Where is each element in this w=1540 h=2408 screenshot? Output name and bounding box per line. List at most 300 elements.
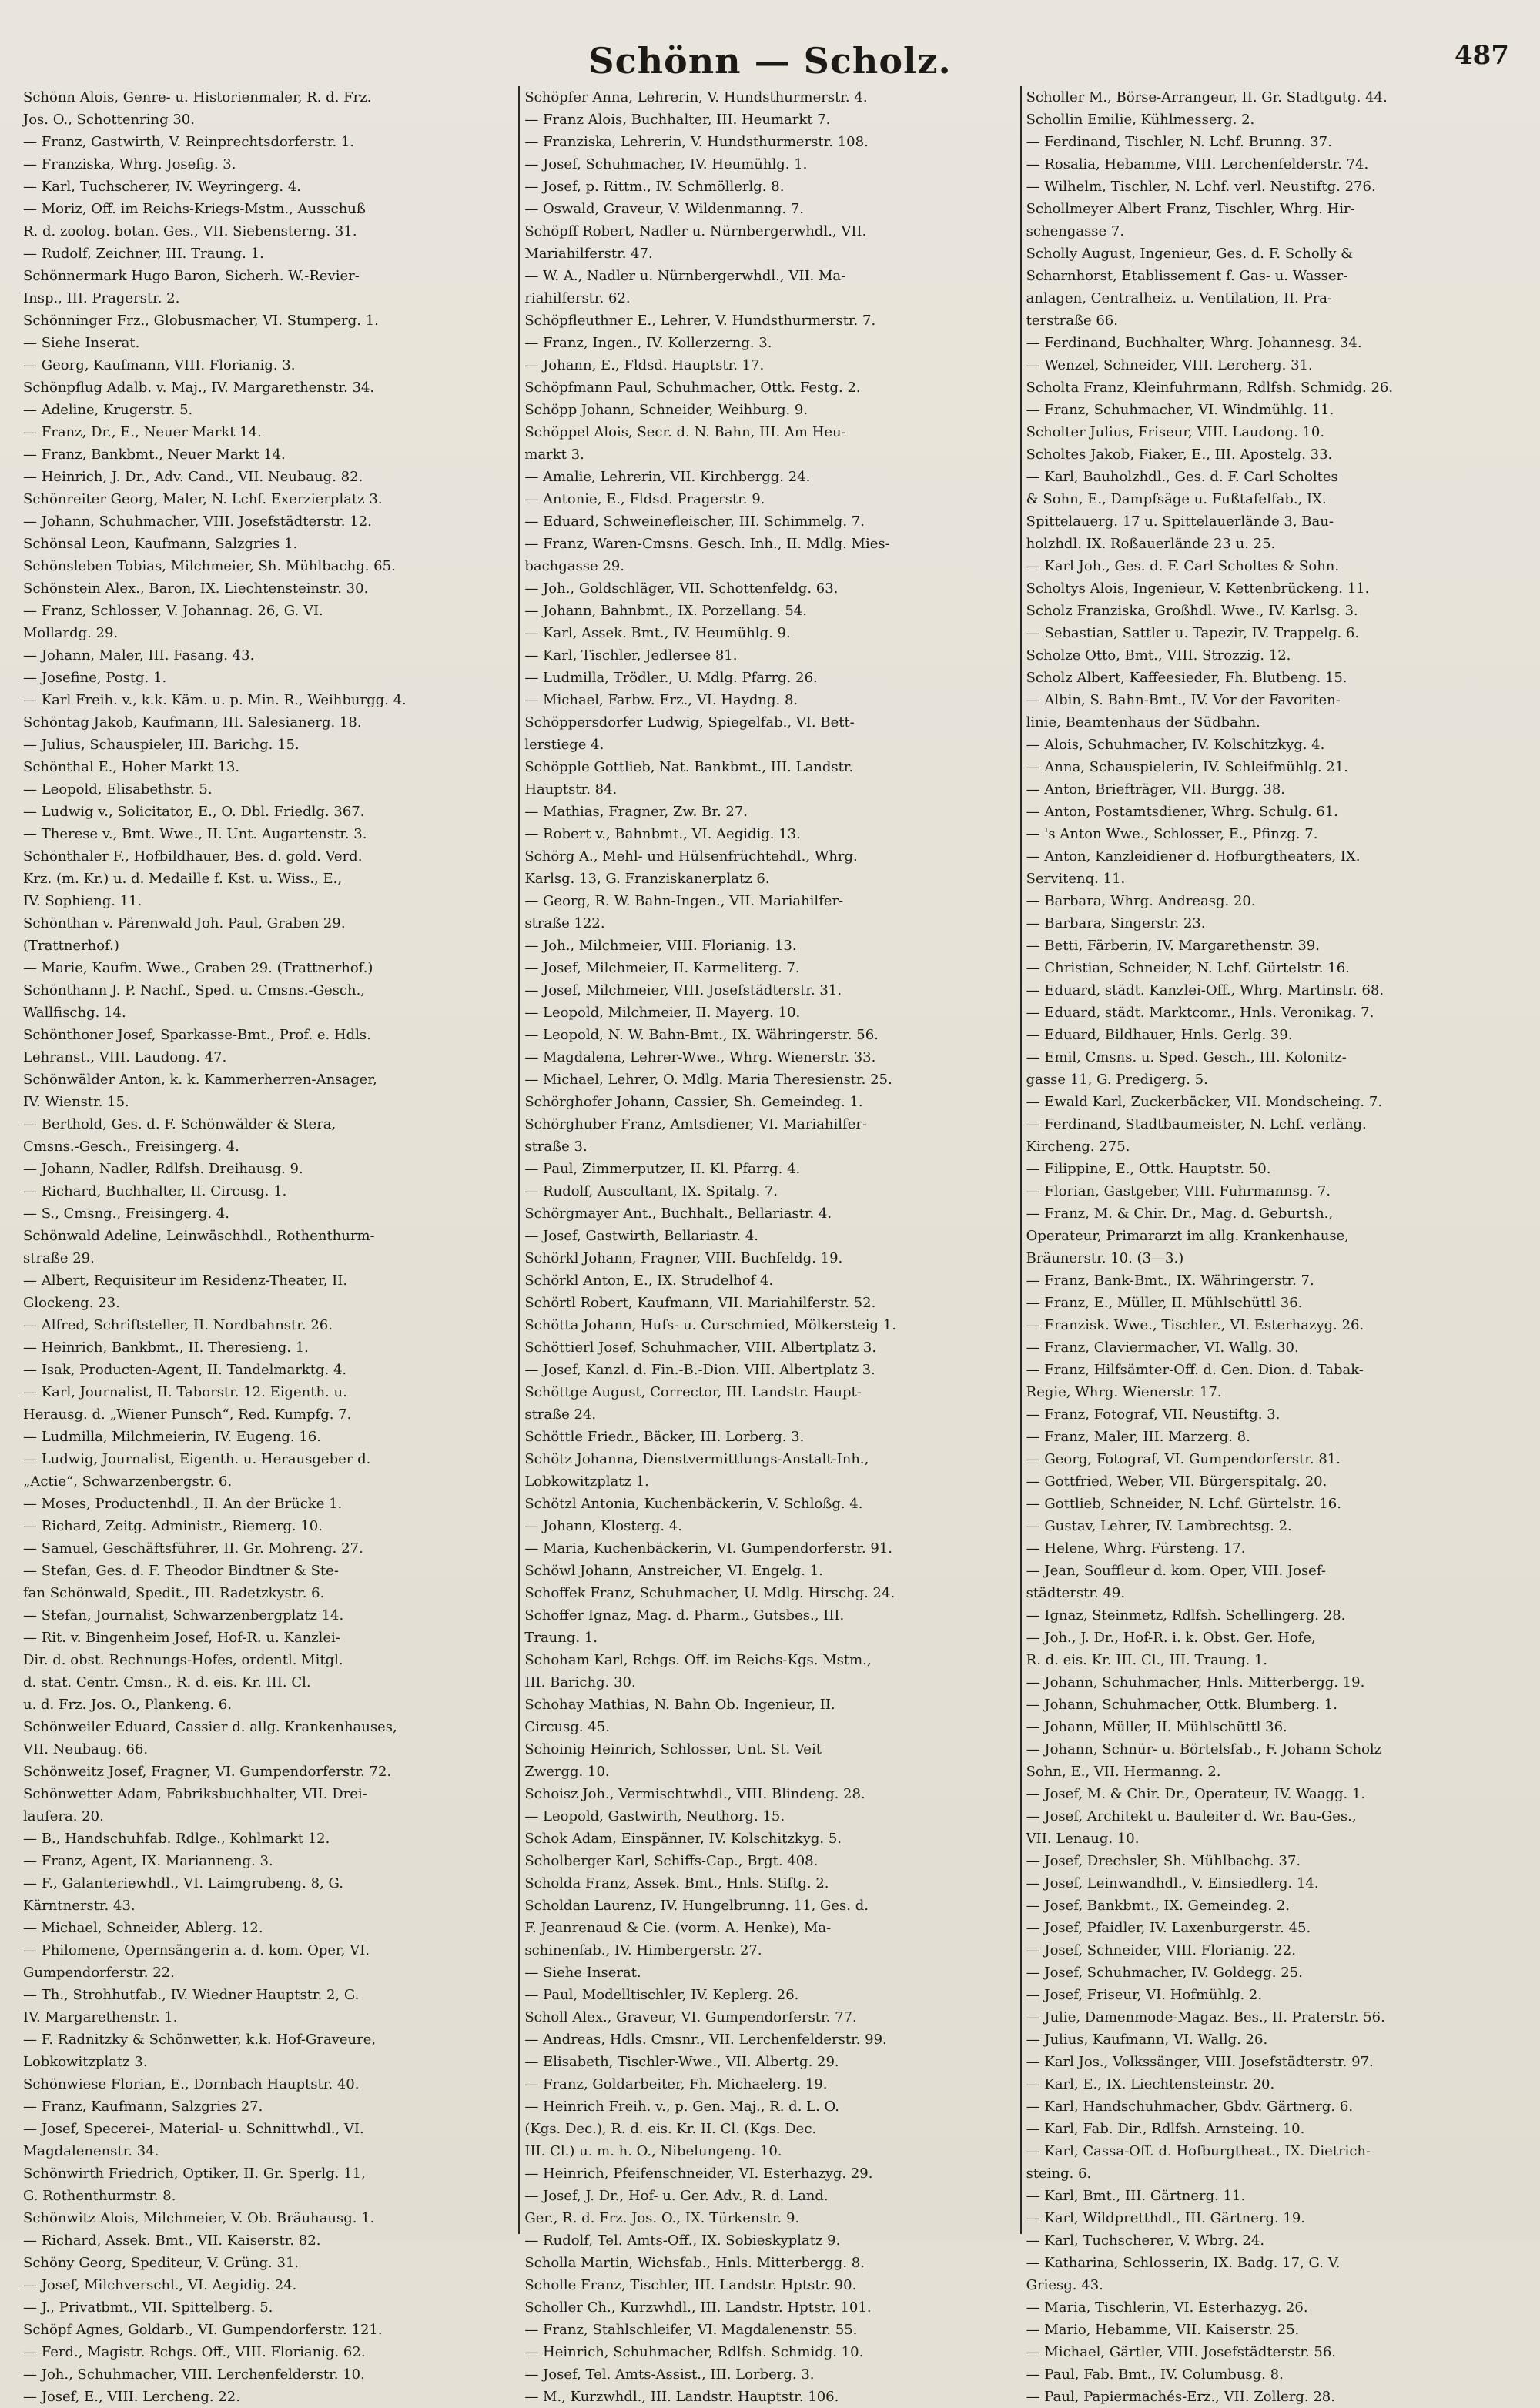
directory-entry: riahilferstr. 62.	[524, 290, 631, 306]
directory-entry: (Kgs. Dec.), R. d. eis. Kr. II. Cl. (Kgs. Dec.	[524, 2121, 817, 2137]
directory-entry: Schöpfmann Paul, Schuhmacher, Ottk. Festg. 2.	[524, 380, 861, 396]
directory-entry: — Rudolf, Zeichner, III. Traung. 1.	[23, 246, 264, 262]
directory-entry: Schörghuber Franz, Amtsdiener, VI. Mariahilfer-	[524, 1116, 868, 1132]
directory-entry: Schönsleben Tobias, Milchmeier, Sh. Mühlbachg. 65.	[23, 558, 396, 574]
directory-entry: Lehranst., VIII. Laudong. 47.	[23, 1049, 227, 1065]
column-middle	[518, 86, 1019, 2405]
directory-entry: — Franz Alois, Buchhalter, III. Heumarkt 7.	[524, 112, 831, 128]
directory-entry: — Joh., Milchmeier, VIII. Florianig. 13.	[524, 938, 797, 954]
directory-entry: — Filippine, E., Ottk. Hauptstr. 50.	[1026, 1161, 1271, 1177]
directory-entry: — Katharina, Schlosserin, IX. Badg. 17, G. V.	[1026, 2255, 1341, 2271]
directory-entry: — Therese v., Bmt. Wwe., II. Unt. Augartenstr. 3.	[23, 826, 367, 842]
directory-entry: — Julius, Kaufmann, VI. Wallg. 26.	[1026, 2032, 1268, 2048]
directory-entry: — Karl, Journalist, II. Taborstr. 12. Eigenth. u.	[23, 1384, 347, 1400]
directory-entry: Schönwiese Florian, E., Dornbach Hauptstr. 40.	[23, 2076, 360, 2092]
directory-entry: R. d. zoolog. botan. Ges., VII. Siebensterng. 31.	[23, 223, 357, 239]
directory-entry: — Karl, Tischler, Jedlersee 81.	[524, 647, 738, 664]
directory-entry: — Franziska, Whrg. Josefig. 3.	[23, 156, 236, 172]
directory-entry: — Josef, Drechsler, Sh. Mühlbachg. 37.	[1026, 1853, 1301, 1869]
directory-entry: Scholz Albert, Kaffeesieder, Fh. Blutbeng. 15.	[1026, 670, 1348, 686]
directory-entry: — Richard, Zeitg. Administr., Riemerg. 10.	[23, 1518, 323, 1534]
directory-entry: — Paul, Zimmerputzer, II. Kl. Pfarrg. 4.	[524, 1161, 801, 1177]
directory-entry: Bräunerstr. 10. (3—3.)	[1026, 1250, 1184, 1266]
directory-entry: — Rosalia, Hebamme, VIII. Lerchenfelderstr. 74.	[1026, 156, 1369, 172]
directory-entry: — Heinrich, Schuhmacher, Rdlfsh. Schmidg. 10.	[524, 2344, 864, 2360]
directory-entry: — Berthold, Ges. d. F. Schönwälder & Stera,	[23, 1116, 336, 1132]
directory-entry: III. Cl.) u. m. h. O., Nibelungeng. 10.	[524, 2143, 782, 2159]
directory-entry: Sohn, E., VII. Hermanng. 2.	[1026, 1764, 1221, 1780]
directory-entry: — Anton, Briefträger, VII. Burgg. 38.	[1026, 781, 1285, 798]
directory-entry: — Mario, Hebamme, VII. Kaiserstr. 25.	[1026, 2322, 1300, 2338]
directory-entry: — Alfred, Schriftsteller, II. Nordbahnstr. 26.	[23, 1317, 333, 1333]
directory-entry: Schönwald Adeline, Leinwäschhdl., Rothenthurm-	[23, 1228, 375, 1244]
directory-entry: — Anton, Postamtsdiener, Whrg. Schulg. 61.	[1026, 804, 1338, 820]
directory-entry: — Karl Jos., Volkssänger, VIII. Josefstädterstr. 97.	[1026, 2054, 1374, 2070]
directory-entry: Schöpfer Anna, Lehrerin, V. Hundsthurmerstr. 4.	[524, 89, 868, 105]
directory-entry: — Georg, Kaufmann, VIII. Florianig. 3.	[23, 357, 296, 373]
directory-entry: — Franz, Ingen., IV. Kollerzerng. 3.	[524, 335, 772, 351]
column-left	[18, 86, 518, 2405]
directory-entry: — M., Kurzwhdl., III. Landstr. Hauptstr. 106.	[524, 2389, 839, 2405]
directory-entry: — Heinrich Freih. v., p. Gen. Maj., R. d. L. O.	[524, 2099, 839, 2115]
directory-entry: Schöppersdorfer Ludwig, Spiegelfab., VI. Bett-	[524, 714, 855, 731]
directory-entry: R. d. eis. Kr. III. Cl., III. Traung. 1.	[1026, 1652, 1268, 1668]
directory-entry: gasse 11, G. Predigerg. 5.	[1026, 1072, 1208, 1088]
directory-entry: markt 3.	[524, 446, 584, 463]
directory-entry: schinenfab., IV. Himbergerstr. 27.	[524, 1942, 762, 1958]
directory-entry: Schöny Georg, Spediteur, V. Grüng. 31.	[23, 2255, 300, 2271]
directory-entry: Lobkowitzplatz 1.	[524, 1473, 649, 1490]
directory-entry: — Wenzel, Schneider, VIII. Lercherg. 31.	[1026, 357, 1313, 373]
directory-entry: Scholze Otto, Bmt., VIII. Strozzig. 12.	[1026, 647, 1291, 664]
directory-entry: — Alois, Schuhmacher, IV. Kolschitzkyg. 4.	[1026, 737, 1325, 753]
directory-entry: linie, Beamtenhaus der Südbahn.	[1026, 714, 1260, 731]
directory-entry: — Michael, Farbw. Erz., VI. Haydng. 8.	[524, 692, 798, 708]
directory-entry: — Maria, Tischlerin, VI. Esterhazyg. 26.	[1026, 2299, 1308, 2316]
directory-entry: — Franz, Agent, IX. Marianneng. 3.	[23, 1853, 273, 1869]
directory-entry: VII. Neubaug. 66.	[23, 1741, 149, 1758]
directory-entry: — Gottfried, Weber, VII. Bürgerspitalg. 20.	[1026, 1473, 1327, 1490]
directory-entry: Schollin Emilie, Kühlmesserg. 2.	[1026, 112, 1255, 128]
directory-entry: — Joh., Schuhmacher, VIII. Lerchenfelderstr. 10.	[23, 2366, 365, 2383]
directory-entry: — Franz, Schlosser, V. Johannag. 26, G. VI.	[23, 603, 323, 619]
directory-entry: — Barbara, Singerstr. 23.	[1026, 915, 1206, 931]
directory-entry: Scholly August, Ingenieur, Ges. d. F. Scholly &	[1026, 246, 1354, 262]
directory-entry: — Franz, Gastwirth, V. Reinprechtsdorferstr. 1.	[23, 134, 355, 150]
directory-entry: — Magdalena, Lehrer-Wwe., Whrg. Wienerstr. 33.	[524, 1049, 876, 1065]
directory-entry: — 's Anton Wwe., Schlosser, E., Pfinzg. 7.	[1026, 826, 1318, 842]
directory-entry: Traung. 1.	[524, 1630, 598, 1646]
directory-entry: Schoham Karl, Rchgs. Off. im Reichs-Kgs. Mstm.,	[524, 1652, 872, 1668]
directory-entry: — Franz, Claviermacher, VI. Wallg. 30.	[1026, 1339, 1299, 1356]
directory-entry: Schoisz Joh., Vermischtwhdl., VIII. Blindeng. 28.	[524, 1786, 865, 1802]
directory-entry: — Adeline, Krugerstr. 5.	[23, 402, 193, 418]
directory-entry: holzhdl. IX. Roßauerlände 23 u. 25.	[1026, 536, 1276, 552]
directory-entry: Schönsal Leon, Kaufmann, Salzgries 1.	[23, 536, 298, 552]
directory-entry: straße 24.	[524, 1406, 597, 1423]
directory-entry: fan Schönwald, Spedit., III. Radetzkystr. 6.	[23, 1585, 325, 1601]
directory-entry: — Christian, Schneider, N. Lchf. Gürtelstr. 16.	[1026, 960, 1350, 976]
directory-entry: — Rudolf, Auscultant, IX. Spitalg. 7.	[524, 1183, 778, 1199]
directory-entry: Schörkl Anton, E., IX. Strudelhof 4.	[524, 1273, 774, 1289]
directory-entry: — Ferdinand, Stadtbaumeister, N. Lchf. verläng.	[1026, 1116, 1367, 1132]
directory-entry: (Trattnerhof.)	[23, 938, 119, 954]
directory-entry: — Josef, Bankbmt., IX. Gemeindeg. 2.	[1026, 1898, 1291, 1914]
directory-entry: Schönthaler F., Hofbildhauer, Bes. d. gold. Verd.	[23, 848, 363, 865]
directory-entry: — Franziska, Lehrerin, V. Hundsthurmerstr. 108.	[524, 134, 869, 150]
directory-entry: — Franz, M. & Chir. Dr., Mag. d. Geburtsh.,	[1026, 1206, 1334, 1222]
directory-entry: — Johann, Bahnbmt., IX. Porzellang. 54.	[524, 603, 807, 619]
directory-entry: — Franzisk. Wwe., Tischler., VI. Esterhazyg. 26.	[1026, 1317, 1364, 1333]
directory-entry: — Oswald, Graveur, V. Wildenmanng. 7.	[524, 201, 804, 217]
directory-entry: — Eduard, Schweinefleischer, III. Schimmelg. 7.	[524, 513, 865, 530]
directory-entry: Schöpple Gottlieb, Nat. Bankbmt., III. Landstr.	[524, 759, 854, 775]
directory-entry: Schönthann J. P. Nachf., Sped. u. Cmsns.-Gesch.,	[23, 982, 366, 998]
directory-entry: — Josef, Kanzl. d. Fin.-B.-Dion. VIII. Albertplatz 3.	[524, 1362, 875, 1378]
directory-entry: Schollmeyer Albert Franz, Tischler, Whrg. Hir-	[1026, 201, 1355, 217]
directory-entry: — Anna, Schauspielerin, IV. Schleifmühlg. 21.	[1026, 759, 1348, 775]
directory-entry: F. Jeanrenaud & Cie. (vorm. A. Henke), Ma-	[524, 1920, 832, 1936]
directory-entry: — Josef, Milchmeier, II. Karmeliterg. 7.	[524, 960, 800, 976]
directory-entry: Schöpff Robert, Nadler u. Nürnbergerwhdl., VII.	[524, 223, 867, 239]
directory-entry: — Franz, Fotograf, VII. Neustiftg. 3.	[1026, 1406, 1281, 1423]
directory-entry: — Josef, Schuhmacher, IV. Goldegg. 25.	[1026, 1965, 1303, 1981]
directory-entry: — Leopold, N. W. Bahn-Bmt., IX. Währingerstr. 56.	[524, 1027, 879, 1043]
directory-entry: III. Barichg. 30.	[524, 1674, 636, 1691]
directory-entry: — Albert, Requisiteur im Residenz-Theater, II.	[23, 1273, 348, 1289]
directory-entry: straße 122.	[524, 915, 605, 931]
directory-entry: — Johann, Müller, II. Mühlschüttl 36.	[1026, 1719, 1287, 1735]
directory-entry: Scholla Martin, Wichsfab., Hnls. Mitterbergg. 8.	[524, 2255, 865, 2271]
directory-entry: — Johann, Nadler, Rdlfsh. Dreihausg. 9.	[23, 1161, 303, 1177]
directory-entry: Ger., R. d. Frz. Jos. O., IX. Türkenstr. 9.	[524, 2210, 800, 2226]
directory-entry: Insp., III. Pragerstr. 2.	[23, 290, 180, 306]
directory-entry: lerstiege 4.	[524, 737, 604, 753]
directory-entry: Schönwitz Alois, Milchmeier, V. Ob. Bräuhausg. 1.	[23, 2210, 375, 2226]
directory-entry: — Ignaz, Steinmetz, Rdlfsh. Schellingerg. 28.	[1026, 1607, 1346, 1624]
directory-entry: Krz. (m. Kr.) u. d. Medaille f. Kst. u. Wiss., E.,	[23, 871, 343, 887]
directory-entry: Cmsns.-Gesch., Freisingerg. 4.	[23, 1139, 239, 1155]
directory-entry: Schoffek Franz, Schuhmacher, U. Mdlg. Hirschg. 24.	[524, 1585, 896, 1601]
directory-entry: — Josefine, Postg. 1.	[23, 670, 167, 686]
directory-entry: Glockeng. 23.	[23, 1295, 120, 1311]
directory-entry: Schörkl Johann, Fragner, VIII. Buchfeldg. 19.	[524, 1250, 843, 1266]
directory-entry: Schörgmayer Ant., Buchhalt., Bellariastr. 4.	[524, 1206, 832, 1222]
directory-entry: — Josef, Tel. Amts-Assist., III. Lorberg. 3.	[524, 2366, 815, 2383]
directory-entry: Schöpp Johann, Schneider, Weihburg. 9.	[524, 402, 808, 418]
directory-entry: Karlsg. 13, G. Franziskanerplatz 6.	[524, 871, 770, 887]
directory-entry: Hauptstr. 84.	[524, 781, 618, 798]
directory-entry: — Franz, Hilfsämter-Off. d. Gen. Dion. d. Tabak-	[1026, 1362, 1364, 1378]
directory-entry: — Johann, Klosterg. 4.	[524, 1518, 682, 1534]
directory-entry: — Franz, Stahlschleifer, VI. Magdalenenstr. 55.	[524, 2322, 858, 2338]
directory-entry: Scholtes Jakob, Fiaker, E., III. Apostelg. 33.	[1026, 446, 1333, 463]
directory-entry: — Karl, Cassa-Off. d. Hofburgtheat., IX. Dietrich-	[1026, 2143, 1371, 2159]
directory-entry: Magdalenenstr. 34.	[23, 2143, 159, 2159]
directory-entry: — Sebastian, Sattler u. Tapezir, IV. Trappelg. 6.	[1026, 625, 1360, 641]
directory-entry: — Emil, Cmsns. u. Sped. Gesch., III. Kolonitz-	[1026, 1049, 1347, 1065]
directory-entry: Schönwälder Anton, k. k. Kammerherren-Ansager,	[23, 1072, 377, 1088]
directory-entry: Scholz Franziska, Großhdl. Wwe., IV. Karlsg. 3.	[1026, 603, 1358, 619]
directory-entry: Mollardg. 29.	[23, 625, 119, 641]
directory-entry: — Rit. v. Bingenheim Josef, Hof-R. u. Kanzlei-	[23, 1630, 340, 1646]
directory-entry: Herausg. d. „Wiener Punsch“, Red. Kumpfg. 7.	[23, 1406, 352, 1423]
directory-entry: Schöttge August, Corrector, III. Landstr. Haupt-	[524, 1384, 862, 1400]
directory-entry: Schok Adam, Einspänner, IV. Kolschitzkyg. 5.	[524, 1831, 842, 1847]
directory-entry: — Ludmilla, Trödler., U. Mdlg. Pfarrg. 26.	[524, 670, 818, 686]
directory-entry: — Ewald Karl, Zuckerbäcker, VII. Mondscheing. 7.	[1026, 1094, 1383, 1110]
directory-entry: — Ferd., Magistr. Rchgs. Off., VIII. Florianig. 62.	[23, 2344, 366, 2360]
directory-entry: — Andreas, Hdls. Cmsnr., VII. Lerchenfelderstr. 99.	[524, 2032, 887, 2048]
directory-entry: IV. Sophieng. 11.	[23, 893, 142, 909]
directory-entry: Lobkowitzplatz 3.	[23, 2054, 148, 2070]
directory-entry: Wallfischg. 14.	[23, 1005, 126, 1021]
directory-entry: Schörtl Robert, Kaufmann, VII. Mariahilferstr. 52.	[524, 1295, 876, 1311]
directory-entry: Scholdan Laurenz, IV. Hungelbrunng. 11, Ges. d.	[524, 1898, 869, 1914]
directory-entry: — Karl, Assek. Bmt., IV. Heumühlg. 9.	[524, 625, 791, 641]
directory-entry: Kärntnerstr. 43.	[23, 1898, 136, 1914]
directory-entry: schengasse 7.	[1026, 223, 1125, 239]
directory-entry: terstraße 66.	[1026, 313, 1118, 329]
directory-entry: — Karl, Fab. Dir., Rdlfsh. Arnsteing. 10.	[1026, 2121, 1305, 2137]
directory-entry: Schönweitz Josef, Fragner, VI. Gumpendorferstr. 72.	[23, 1764, 392, 1780]
directory-entry: — Josef, J. Dr., Hof- u. Ger. Adv., R. d. Land.	[524, 2188, 829, 2204]
directory-entry: Schönthan v. Pärenwald Joh. Paul, Graben 29.	[23, 915, 346, 931]
directory-entry: Schöpfleuthner E., Lehrer, V. Hundsthurmerstr. 7.	[524, 313, 876, 329]
directory-entry: Zwergg. 10.	[524, 1764, 610, 1780]
directory-entry: Schönwetter Adam, Fabriksbuchhalter, VII. Drei-	[23, 1786, 367, 1802]
directory-entry: — Josef, Milchverschl., VI. Aegidig. 24.	[23, 2277, 297, 2293]
directory-entry: Servitenq. 11.	[1026, 871, 1126, 887]
directory-entry: — Leopold, Milchmeier, II. Mayerg. 10.	[524, 1005, 801, 1021]
directory-entry: „Actie“, Schwarzenbergstr. 6.	[23, 1473, 233, 1490]
directory-entry: Scholle Franz, Tischler, III. Landstr. Hptstr. 90.	[524, 2277, 857, 2293]
directory-entry: — Isak, Producten-Agent, II. Tandelmarktg. 4.	[23, 1362, 347, 1378]
directory-entry: — Franz, E., Müller, II. Mühlschüttl 36.	[1026, 1295, 1303, 1311]
directory-entry: — Moriz, Off. im Reichs-Kriegs-Mstm., Ausschuß	[23, 201, 366, 217]
directory-entry: Schönpflug Adalb. v. Maj., IV. Margarethenstr. 34.	[23, 380, 375, 396]
directory-entry: — Karl, E., IX. Liechtensteinstr. 20.	[1026, 2076, 1275, 2092]
directory-entry: — Heinrich, Bankbmt., II. Theresieng. 1.	[23, 1339, 309, 1356]
directory-entry: — Michael, Gärtler, VIII. Josefstädterstr. 56.	[1026, 2344, 1337, 2360]
directory-entry: Operateur, Primararzt im allg. Krankenhause,	[1026, 1228, 1349, 1244]
directory-entry: — Franz, Kaufmann, Salzgries 27.	[23, 2099, 263, 2115]
directory-entry: — Paul, Modelltischler, IV. Keplerg. 26.	[524, 1987, 799, 2003]
directory-entry: — Karl Freih. v., k.k. Käm. u. p. Min. R., Weihburgg. 4.	[23, 692, 407, 708]
directory-entry: steing. 6.	[1026, 2166, 1092, 2182]
directory-entry: — F. Radnitzky & Schönwetter, k.k. Hof-Graveure,	[23, 2032, 377, 2048]
directory-entry: — Helene, Whrg. Fürsteng. 17.	[1026, 1540, 1246, 1557]
directory-entry: Schönn Alois, Genre- u. Historienmaler, R. d. Frz.	[23, 89, 372, 105]
directory-entry: Scharnhorst, Etablissement f. Gas- u. Wasser-	[1026, 268, 1348, 284]
directory-entry: Schönreiter Georg, Maler, N. Lchf. Exerzierplatz 3.	[23, 491, 383, 507]
directory-entry: — Michael, Schneider, Ablerg. 12.	[23, 1920, 263, 1936]
directory-entry: — Moses, Productenhdl., II. An der Brücke 1.	[23, 1496, 343, 1512]
directory-entry: — S., Cmsng., Freisingerg. 4.	[23, 1206, 229, 1222]
directory-entry: — Johann, Schuhmacher, Hnls. Mitterbergg. 19.	[1026, 1674, 1365, 1691]
directory-entry: — Ludwig v., Solicitator, E., O. Dbl. Friedlg. 367.	[23, 804, 365, 820]
directory-entry: Kircheng. 275.	[1026, 1139, 1130, 1155]
directory-entry: — Wilhelm, Tischler, N. Lchf. verl. Neustiftg. 276.	[1026, 179, 1376, 195]
directory-entry: Regie, Whrg. Wienerstr. 17.	[1026, 1384, 1222, 1400]
directory-entry: Schötta Johann, Hufs- u. Curschmied, Mölkersteig 1.	[524, 1317, 896, 1333]
directory-entry: & Sohn, E., Dampfsäge u. Fußtafelfab., IX.	[1026, 491, 1327, 507]
directory-entry: — B., Handschuhfab. Rdlge., Kohlmarkt 12.	[23, 1831, 330, 1847]
directory-entry: — Leopold, Gastwirth, Neuthorg. 15.	[524, 1808, 785, 1824]
directory-entry: — Paul, Fab. Bmt., IV. Columbusg. 8.	[1026, 2366, 1284, 2383]
directory-entry: — Josef, Architekt u. Bauleiter d. Wr. Bau-Ges.,	[1026, 1808, 1357, 1824]
directory-entry: Schönstein Alex., Baron, IX. Liechtensteinstr. 30.	[23, 580, 369, 597]
directory-entry: Schöppel Alois, Secr. d. N. Bahn, III. Am Heu-	[524, 424, 846, 440]
directory-entry: — Josef, Pfaidler, IV. Laxenburgerstr. 45.	[1026, 1920, 1311, 1936]
directory-entry: — Josef, Friseur, VI. Hofmühlg. 2.	[1026, 1987, 1263, 2003]
directory-entry: Scholda Franz, Assek. Bmt., Hnls. Stiftg. 2.	[524, 1875, 829, 1891]
directory-entry: — Gottlieb, Schneider, N. Lchf. Gürtelstr. 16.	[1026, 1496, 1341, 1512]
directory-entry: — Johann, Maler, III. Fasang. 43.	[23, 647, 255, 664]
directory-entry: — Franz, Goldarbeiter, Fh. Michaelerg. 19.	[524, 2076, 828, 2092]
directory-entry: — Elisabeth, Tischler-Wwe., VII. Albertg. 29.	[524, 2054, 839, 2070]
directory-entry: — Georg, Fotograf, VI. Gumpendorferstr. 81.	[1026, 1451, 1341, 1467]
directory-entry: Dir. d. obst. Rechnungs-Hofes, ordentl. Mitgl.	[23, 1652, 343, 1668]
directory-entry: — Johann, E., Fldsd. Hauptstr. 17.	[524, 357, 765, 373]
directory-entry: — Eduard, Bildhauer, Hnls. Gerlg. 39.	[1026, 1027, 1293, 1043]
directory-entry: — Mathias, Fragner, Zw. Br. 27.	[524, 804, 748, 820]
directory-entry: Schönthal E., Hoher Markt 13.	[23, 759, 240, 775]
directory-entry: — Jean, Souffleur d. kom. Oper, VIII. Josef-	[1026, 1563, 1326, 1579]
directory-entry: Schoffer Ignaz, Mag. d. Pharm., Gutsbes., III.	[524, 1607, 845, 1624]
directory-entry: — Karl, Tuchscherer, IV. Weyringerg. 4.	[23, 179, 302, 195]
directory-entry: VII. Lenaug. 10.	[1026, 1831, 1140, 1847]
directory-entry: — Barbara, Whrg. Andreasg. 20.	[1026, 893, 1256, 909]
directory-entry: Schönninger Frz., Globusmacher, VI. Stumperg. 1.	[23, 313, 379, 329]
directory-entry: — Eduard, städt. Kanzlei-Off., Whrg. Martinstr. 68.	[1026, 982, 1384, 998]
directory-entry: — Ferdinand, Buchhalter, Whrg. Johannesg. 34.	[1026, 335, 1362, 351]
directory-entry: Schönwirth Friedrich, Optiker, II. Gr. Sperlg. 11,	[23, 2166, 366, 2182]
column-right	[1020, 86, 1522, 2405]
directory-entry: — Stefan, Ges. d. F. Theodor Bindtner & Ste-	[23, 1563, 339, 1579]
directory-entry: — Maria, Kuchenbäckerin, VI. Gumpendorferstr. 91.	[524, 1540, 893, 1557]
directory-entry: Scholter Julius, Friseur, VIII. Laudong. 10.	[1026, 424, 1325, 440]
directory-entry: — W. A., Nadler u. Nürnbergerwhdl., VII. Ma-	[524, 268, 846, 284]
directory-entry: — Betti, Färberin, IV. Margarethenstr. 39.	[1026, 938, 1321, 954]
running-title: Schönn — Scholz.	[588, 40, 952, 82]
directory-entry: Schöttle Friedr., Bäcker, III. Lorberg. 3.	[524, 1429, 805, 1445]
directory-entry: Mariahilferstr. 47.	[524, 246, 653, 262]
directory-entry: Schöwl Johann, Anstreicher, VI. Engelg. 1.	[524, 1563, 823, 1579]
directory-entry: — Josef, Milchmeier, VIII. Josefstädterstr. 31.	[524, 982, 842, 998]
directory-entry: — Stefan, Journalist, Schwarzenbergplatz 14.	[23, 1607, 344, 1624]
directory-entry: — Johann, Schnür- u. Börtelsfab., F. Johann Scholz	[1026, 1741, 1382, 1758]
directory-entry: d. stat. Centr. Cmsn., R. d. eis. Kr. III. Cl.	[23, 1674, 311, 1691]
directory-entry: Scholberger Karl, Schiffs-Cap., Brgt. 408.	[524, 1853, 819, 1869]
directory-entry: — Franz, Maler, III. Marzerg. 8.	[1026, 1429, 1250, 1445]
directory-entry: — Marie, Kaufm. Wwe., Graben 29. (Trattnerhof.)	[23, 960, 373, 976]
directory-entry: — Josef, Gastwirth, Bellariastr. 4.	[524, 1228, 759, 1244]
directory-entry: — Julius, Schauspieler, III. Barichg. 15.	[23, 737, 300, 753]
directory-entry: Schönweiler Eduard, Cassier d. allg. Krankenhauses,	[23, 1719, 397, 1735]
directory-entry: Schöttierl Josef, Schuhmacher, VIII. Albertplatz 3.	[524, 1339, 877, 1356]
directory-entry: — Gustav, Lehrer, IV. Lambrechtsg. 2.	[1026, 1518, 1292, 1534]
directory-entry: Schohay Mathias, N. Bahn Ob. Ingenieur, II.	[524, 1697, 835, 1713]
directory-entry: — F., Galanteriewhdl., VI. Laimgrubeng. 8, G.	[23, 1875, 343, 1891]
directory-entry: — Josef, p. Rittm., IV. Schmöllerlg. 8.	[524, 179, 785, 195]
directory-entry: Schöpf Agnes, Goldarb., VI. Gumpendorferstr. 121.	[23, 2322, 383, 2338]
directory-entry: u. d. Frz. Jos. O., Plankeng. 6.	[23, 1697, 233, 1713]
directory-entry: straße 29.	[23, 1250, 95, 1266]
directory-entry: — Franz, Bank-Bmt., IX. Währingerstr. 7.	[1026, 1273, 1314, 1289]
directory-entry: — Franz, Schuhmacher, VI. Windmühlg. 11.	[1026, 402, 1334, 418]
directory-entry: bachgasse 29.	[524, 558, 624, 574]
directory-entry: — Josef, M. & Chir. Dr., Operateur, IV. Waagg. 1.	[1026, 1786, 1366, 1802]
directory-entry: Scholler M., Börse-Arrangeur, II. Gr. Stadtgutg. 44.	[1026, 89, 1388, 105]
directory-entry: — Rudolf, Tel. Amts-Off., IX. Sobieskyplatz 9.	[524, 2232, 841, 2249]
directory-entry: — Albin, S. Bahn-Bmt., IV. Vor der Favoriten-	[1026, 692, 1341, 708]
directory-entry: Gumpendorferstr. 22.	[23, 1965, 175, 1981]
directory-entry: — Leopold, Elisabethstr. 5.	[23, 781, 213, 798]
directory-entry: IV. Wienstr. 15.	[23, 1094, 129, 1110]
directory-entry: — Karl, Bauholzhdl., Ges. d. F. Carl Scholtes	[1026, 469, 1338, 485]
directory-entry: — Richard, Buchhalter, II. Circusg. 1.	[23, 1183, 287, 1199]
directory-entry: — Ludwig, Journalist, Eigenth. u. Herausgeber d.	[23, 1451, 371, 1467]
directory-entry: straße 3.	[524, 1139, 588, 1155]
directory-entry: — Eduard, städt. Marktcomr., Hnls. Veronikag. 7.	[1026, 1005, 1374, 1021]
directory-entry: Schöntag Jakob, Kaufmann, III. Salesianerg. 18.	[23, 714, 362, 731]
directory-entry: — Richard, Assek. Bmt., VII. Kaiserstr. 82.	[23, 2232, 321, 2249]
directory-entry: — Karl, Handschuhmacher, Gbdv. Gärtnerg. 6.	[1026, 2099, 1354, 2115]
directory-entry: — Joh., J. Dr., Hof-R. i. k. Obst. Ger. Hofe,	[1026, 1630, 1316, 1646]
directory-entry: laufera. 20.	[23, 1808, 104, 1824]
directory-entry: städterstr. 49.	[1026, 1585, 1126, 1601]
directory-entry: — Johann, Schuhmacher, Ottk. Blumberg. 1.	[1026, 1697, 1337, 1713]
directory-entry: — Michael, Lehrer, O. Mdlg. Maria Theresienstr. 25.	[524, 1072, 892, 1088]
directory-entry: — Heinrich, Pfeifenschneider, VI. Esterhazyg. 29.	[524, 2166, 873, 2182]
directory-entry: — Th., Strohhutfab., IV. Wiedner Hauptstr. 2, G.	[23, 1987, 360, 2003]
directory-entry: Griesg. 43.	[1026, 2277, 1103, 2293]
directory-entry: — Karl, Bmt., III. Gärtnerg. 11.	[1026, 2188, 1246, 2204]
directory-entry: — Ludmilla, Milchmeierin, IV. Eugeng. 16.	[23, 1429, 321, 1445]
directory-entry: — Josef, Specerei-, Material- u. Schnittwhdl., VI.	[23, 2121, 364, 2137]
directory-entry: — Franz, Bankbmt., Neuer Markt 14.	[23, 446, 286, 463]
directory-entry: IV. Margarethenstr. 1.	[23, 2009, 178, 2025]
directory-entry: Scholtys Alois, Ingenieur, V. Kettenbrückeng. 11.	[1026, 580, 1370, 597]
directory-entry: Schönnermark Hugo Baron, Sicherh. W.-Revier-	[23, 268, 360, 284]
directory-entry: — Philomene, Opernsängerin a. d. kom. Oper, VI.	[23, 1942, 370, 1958]
directory-entry: Scholler Ch., Kurzwhdl., III. Landstr. Hptstr. 101.	[524, 2299, 872, 2316]
directory-entry: — Florian, Gastgeber, VIII. Fuhrmannsg. 7.	[1026, 1183, 1331, 1199]
directory-entry: Spittelauerg. 17 u. Spittelauerlände 3, Bau-	[1026, 513, 1334, 530]
directory-entry: — Siehe Inserat.	[23, 335, 140, 351]
directory-entry: — Siehe Inserat.	[524, 1965, 641, 1981]
directory-entry: Schötzl Antonia, Kuchenbäckerin, V. Schloßg. 4.	[524, 1496, 863, 1512]
directory-entry: — Samuel, Geschäftsführer, II. Gr. Mohreng. 27.	[23, 1540, 363, 1557]
directory-entry: — Josef, Schuhmacher, IV. Heumühlg. 1.	[524, 156, 808, 172]
directory-entry: Jos. O., Schottenring 30.	[23, 112, 195, 128]
directory-entry: — Franz, Waren-Cmsns. Gesch. Inh., II. Mdlg. Mies-	[524, 536, 890, 552]
directory-entry: G. Rothenthurmstr. 8.	[23, 2188, 176, 2204]
directory-entry: Scholta Franz, Kleinfuhrmann, Rdlfsh. Schmidg. 26.	[1026, 380, 1394, 396]
directory-entry: Schoinig Heinrich, Schlosser, Unt. St. Veit	[524, 1741, 822, 1758]
directory-entry: Circusg. 45.	[524, 1719, 610, 1735]
directory-entry: — Josef, Schneider, VIII. Florianig. 22.	[1026, 1942, 1296, 1958]
directory-entry: — Paul, Papiermachés-Erz., VII. Zollerg. 28.	[1026, 2389, 1335, 2405]
directory-entry: anlagen, Centralheiz. u. Ventilation, II. Pra-	[1026, 290, 1333, 306]
directory-entry: Schötz Johanna, Dienstvermittlungs-Anstalt-Inh.,	[524, 1451, 869, 1467]
directory-entry: — Joh., Goldschläger, VII. Schottenfeldg. 63.	[524, 580, 839, 597]
directory-entry: — Georg, R. W. Bahn-Ingen., VII. Mariahilfer-	[524, 893, 844, 909]
directory-entry: Schönthoner Josef, Sparkasse-Bmt., Prof. e. Hdls.	[23, 1027, 371, 1043]
directory-entry: — Heinrich, J. Dr., Adv. Cand., VII. Neubaug. 82.	[23, 469, 363, 485]
directory-entry: — Julie, Damenmode-Magaz. Bes., II. Praterstr. 56.	[1026, 2009, 1385, 2025]
